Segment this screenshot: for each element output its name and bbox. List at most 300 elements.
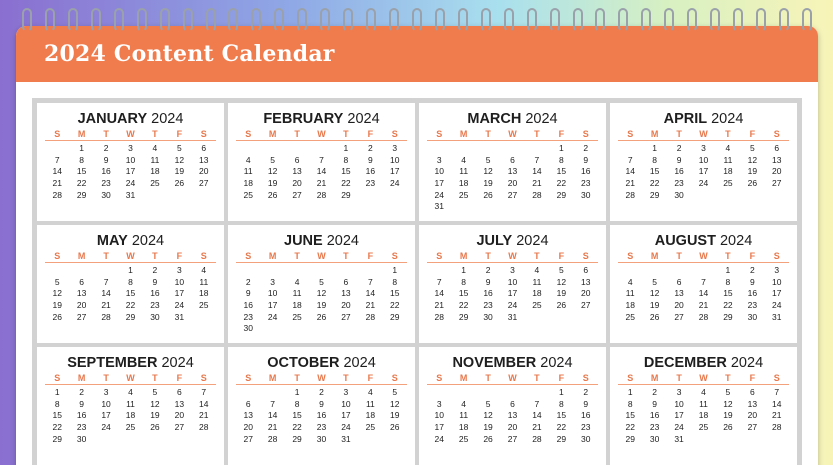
- weekday-label: M: [459, 373, 468, 383]
- empty-cell: [476, 387, 500, 399]
- date-cell: 25: [199, 300, 209, 311]
- date-grid: [427, 265, 598, 323]
- date-cell: 5: [319, 276, 324, 287]
- weekday-label: S: [391, 251, 398, 261]
- date-cell: 16: [581, 410, 591, 421]
- month-year: 2024: [147, 111, 184, 127]
- date-cell: 8: [128, 276, 133, 287]
- date-cell: 13: [243, 410, 253, 421]
- weekday-label: T: [103, 373, 109, 383]
- date-cell: 12: [390, 398, 400, 409]
- date-cell: 9: [583, 154, 589, 165]
- date-cell: 4: [461, 154, 466, 165]
- spiral-ring: [297, 8, 307, 32]
- spiral-ring: [183, 8, 193, 32]
- date-cell: 28: [434, 311, 444, 322]
- date-cell: 7: [627, 154, 633, 165]
- date-cell: 21: [365, 300, 376, 311]
- empty-cell: [451, 387, 475, 399]
- month-title: [45, 231, 216, 251]
- date-cell: 16: [581, 166, 591, 177]
- spiral-ring: [343, 8, 353, 32]
- spiral-ring: [595, 8, 605, 32]
- month-december: [610, 347, 797, 465]
- date-cell: 15: [649, 166, 660, 177]
- weekday-header: [236, 129, 407, 141]
- date-cell: 9: [676, 154, 682, 165]
- date-cell: 2: [749, 265, 755, 275]
- date-cell: 17: [174, 288, 185, 299]
- date-cell: 10: [125, 154, 136, 165]
- date-cell: 11: [532, 276, 542, 287]
- date-cell: 15: [625, 410, 635, 421]
- date-cell: 20: [507, 422, 518, 433]
- month-name: JULY: [476, 233, 513, 249]
- empty-cell: [525, 387, 549, 399]
- weekday-label: S: [200, 251, 207, 261]
- date-cell: 19: [267, 178, 278, 189]
- weekday-label: T: [343, 129, 349, 139]
- empty-cell: [260, 265, 284, 277]
- date-cell: 21: [199, 410, 209, 421]
- date-cell: 13: [341, 288, 351, 299]
- date-cell: 6: [749, 387, 755, 397]
- date-cell: 1: [725, 265, 731, 275]
- weekday-label: T: [676, 129, 682, 139]
- month-january: [37, 103, 224, 221]
- date-cell: 8: [558, 398, 564, 409]
- date-cell: 30: [649, 433, 660, 444]
- date-cell: 1: [294, 387, 300, 397]
- weekday-label: S: [773, 251, 780, 261]
- date-cell: 30: [101, 189, 111, 200]
- date-cell: 23: [76, 422, 87, 433]
- weekday-label: T: [534, 373, 540, 383]
- date-cell: 24: [434, 189, 444, 200]
- date-cell: 2: [152, 265, 158, 275]
- date-cell: 16: [365, 166, 376, 177]
- date-cell: 10: [390, 154, 400, 165]
- weekday-label: T: [152, 251, 158, 261]
- date-cell: 14: [532, 410, 542, 421]
- date-cell: 9: [152, 276, 158, 287]
- month-name: AUGUST: [654, 233, 716, 249]
- date-cell: 6: [176, 387, 182, 397]
- weekday-label: S: [582, 251, 589, 261]
- date-cell: 7: [270, 398, 275, 409]
- empty-cell: [236, 265, 260, 277]
- date-cell: 6: [583, 265, 589, 275]
- date-cell: 11: [459, 166, 469, 177]
- date-cell: 15: [292, 410, 302, 421]
- empty-cell: [427, 387, 451, 399]
- date-grid: [45, 387, 216, 445]
- spiral-ring: [527, 8, 537, 32]
- weekday-label: S: [391, 373, 398, 383]
- weekday-label: T: [294, 129, 300, 139]
- weekday-label: F: [367, 373, 374, 383]
- spiral-ring: [573, 8, 583, 32]
- date-cell: 28: [365, 311, 376, 322]
- date-cell: 4: [701, 387, 706, 397]
- date-cell: 1: [627, 387, 633, 397]
- date-cell: 15: [556, 410, 567, 421]
- weekday-header: [618, 251, 789, 263]
- empty-cell: [45, 265, 69, 277]
- date-cell: 12: [267, 166, 278, 177]
- spiral-ring: [274, 8, 284, 32]
- date-cell: 29: [292, 433, 302, 444]
- date-cell: 26: [150, 422, 160, 433]
- month-name: SEPTEMBER: [67, 355, 158, 371]
- empty-cell: [525, 143, 549, 155]
- date-cell: 1: [558, 387, 564, 397]
- weekday-label: T: [725, 129, 731, 139]
- empty-cell: [334, 265, 358, 277]
- date-cell: 3: [343, 387, 349, 397]
- weekday-header: [618, 373, 789, 385]
- date-cell: 8: [343, 154, 349, 165]
- date-cell: 9: [245, 288, 251, 299]
- date-cell: 23: [649, 422, 660, 433]
- spiral-ring: [91, 8, 101, 32]
- weekday-header: [427, 373, 598, 385]
- date-cell: 17: [125, 166, 136, 177]
- month-march: [419, 103, 606, 221]
- date-cell: 14: [52, 166, 62, 177]
- date-cell: 27: [674, 311, 684, 322]
- date-cell: 3: [774, 265, 780, 275]
- date-cell: 16: [483, 288, 493, 299]
- weekday-label: W: [699, 251, 708, 261]
- date-cell: 8: [294, 398, 300, 409]
- date-cell: 5: [270, 154, 275, 165]
- date-cell: 30: [581, 433, 591, 444]
- date-cell: 13: [199, 154, 209, 165]
- weekday-label: T: [152, 373, 158, 383]
- date-cell: 14: [434, 288, 444, 299]
- date-cell: 20: [674, 300, 684, 311]
- date-cell: 9: [583, 398, 589, 409]
- date-grid: [45, 143, 216, 201]
- weekday-label: S: [54, 129, 61, 139]
- date-cell: 23: [674, 178, 684, 189]
- date-cell: 28: [101, 311, 111, 322]
- weekday-label: W: [126, 251, 135, 261]
- date-cell: 22: [341, 178, 351, 189]
- date-cell: 19: [150, 410, 160, 421]
- date-cell: 26: [747, 178, 758, 189]
- weekday-label: M: [268, 251, 277, 261]
- empty-cell: [427, 265, 451, 277]
- date-cell: 5: [725, 387, 731, 397]
- weekday-label: S: [436, 251, 443, 261]
- date-cell: 8: [54, 398, 60, 409]
- weekday-label: W: [126, 373, 135, 383]
- weekday-label: T: [676, 251, 682, 261]
- date-cell: 27: [174, 422, 185, 433]
- date-cell: 29: [723, 311, 733, 322]
- date-cell: 20: [507, 178, 518, 189]
- date-cell: 24: [101, 422, 111, 433]
- weekday-label: W: [317, 373, 326, 383]
- date-cell: 23: [150, 300, 160, 311]
- date-cell: 18: [458, 422, 469, 433]
- month-title: [45, 353, 216, 373]
- date-cell: 17: [267, 300, 278, 311]
- date-cell: 25: [458, 433, 469, 444]
- month-name: MAY: [96, 233, 128, 249]
- date-cell: 22: [292, 422, 302, 433]
- date-cell: 30: [243, 323, 253, 334]
- date-cell: 23: [316, 422, 327, 433]
- date-cell: 3: [392, 143, 398, 153]
- weekday-label: S: [245, 129, 252, 139]
- date-cell: 16: [674, 166, 684, 177]
- date-cell: 10: [101, 398, 111, 409]
- date-cell: 17: [341, 410, 351, 421]
- date-cell: 11: [723, 154, 733, 165]
- date-cell: 7: [201, 387, 207, 397]
- weekday-label: S: [54, 251, 61, 261]
- date-cell: 9: [749, 276, 755, 287]
- date-cell: 4: [725, 143, 731, 153]
- date-grid: [618, 387, 789, 445]
- date-cell: 11: [126, 398, 135, 409]
- date-cell: 26: [174, 178, 185, 189]
- date-cell: 24: [507, 300, 518, 311]
- spiral-ring: [687, 8, 697, 32]
- weekday-label: S: [582, 373, 589, 383]
- date-cell: 18: [243, 178, 253, 189]
- date-cell: 15: [390, 288, 400, 299]
- weekday-label: S: [627, 373, 634, 383]
- weekday-label: M: [459, 129, 468, 139]
- date-cell: 5: [749, 143, 755, 153]
- weekday-label: M: [77, 129, 86, 139]
- date-cell: 21: [101, 300, 111, 311]
- month-title: [427, 353, 598, 373]
- date-cell: 2: [485, 265, 491, 275]
- date-cell: 20: [243, 422, 253, 433]
- date-cell: 28: [267, 433, 278, 444]
- date-cell: 29: [625, 433, 635, 444]
- date-cell: 3: [103, 387, 109, 397]
- date-cell: 12: [483, 166, 493, 177]
- date-cell: 5: [652, 276, 657, 287]
- date-cell: 27: [243, 433, 253, 444]
- date-cell: 17: [698, 166, 709, 177]
- month-title: [236, 231, 407, 251]
- date-cell: 3: [676, 387, 682, 397]
- weekday-label: M: [77, 373, 86, 383]
- spiral-ring: [504, 8, 514, 32]
- date-cell: 30: [483, 311, 493, 322]
- date-cell: 14: [267, 410, 278, 421]
- date-grid: [618, 143, 789, 201]
- weekday-header: [45, 373, 216, 385]
- date-cell: 7: [319, 154, 324, 165]
- date-cell: 26: [556, 300, 567, 311]
- date-cell: 9: [103, 154, 109, 165]
- spiral-ring: [733, 8, 743, 32]
- date-cell: 13: [292, 166, 302, 177]
- date-cell: 16: [243, 300, 253, 311]
- empty-cell: [69, 265, 93, 277]
- date-cell: 26: [390, 422, 400, 433]
- date-cell: 21: [434, 300, 444, 311]
- date-cell: 24: [341, 422, 351, 433]
- weekday-label: T: [343, 251, 349, 261]
- date-cell: 11: [699, 398, 708, 409]
- date-cell: 22: [723, 300, 733, 311]
- empty-cell: [642, 265, 666, 277]
- month-title: [236, 353, 407, 373]
- empty-cell: [667, 265, 691, 277]
- date-cell: 7: [534, 398, 540, 409]
- date-cell: 2: [583, 387, 589, 397]
- date-cell: 18: [125, 410, 136, 421]
- empty-cell: [45, 143, 69, 155]
- month-april: [610, 103, 797, 221]
- date-cell: 2: [676, 143, 682, 153]
- month-july: [419, 225, 606, 343]
- date-cell: 18: [199, 288, 209, 299]
- date-cell: 12: [483, 410, 493, 421]
- spiral-ring: [756, 8, 766, 32]
- date-cell: 20: [747, 410, 758, 421]
- date-cell: 9: [652, 398, 657, 409]
- date-cell: 26: [483, 433, 493, 444]
- date-cell: 21: [772, 410, 782, 421]
- month-name: NOVEMBER: [452, 355, 537, 371]
- date-cell: 16: [101, 166, 111, 177]
- date-cell: 16: [150, 288, 160, 299]
- date-cell: 3: [270, 276, 275, 287]
- weekday-label: W: [508, 251, 517, 261]
- spiral-ring: [320, 8, 330, 32]
- date-cell: 25: [458, 189, 469, 200]
- date-cell: 31: [341, 433, 351, 444]
- date-cell: 19: [390, 410, 400, 421]
- weekday-label: F: [176, 129, 183, 139]
- date-cell: 7: [436, 276, 442, 287]
- date-cell: 23: [483, 300, 493, 311]
- date-cell: 29: [556, 189, 567, 200]
- date-cell: 11: [150, 154, 160, 165]
- weekday-label: M: [459, 251, 468, 261]
- date-cell: 10: [174, 276, 185, 287]
- date-cell: 22: [625, 422, 635, 433]
- date-cell: 14: [772, 398, 782, 409]
- date-cell: 22: [556, 422, 567, 433]
- date-cell: 2: [79, 387, 84, 397]
- date-cell: 8: [79, 154, 84, 165]
- date-cell: 27: [341, 311, 351, 322]
- date-grid: [45, 265, 216, 323]
- weekday-label: M: [650, 373, 659, 383]
- date-cell: 12: [52, 288, 62, 299]
- date-cell: 6: [201, 143, 207, 153]
- date-cell: 14: [101, 288, 111, 299]
- date-cell: 13: [507, 166, 518, 177]
- date-cell: 4: [152, 143, 158, 153]
- empty-cell: [618, 265, 642, 277]
- date-cell: 25: [243, 189, 253, 200]
- date-cell: 17: [101, 410, 111, 421]
- date-cell: 16: [76, 410, 87, 421]
- date-cell: 26: [723, 422, 733, 433]
- date-cell: 19: [649, 300, 660, 311]
- date-cell: 14: [532, 166, 542, 177]
- weekday-header: [45, 251, 216, 263]
- empty-cell: [260, 143, 284, 155]
- date-cell: 29: [556, 433, 567, 444]
- date-cell: 25: [698, 422, 709, 433]
- date-cell: 11: [365, 398, 375, 409]
- weekday-label: S: [773, 129, 780, 139]
- date-cell: 20: [581, 288, 591, 299]
- date-cell: 25: [532, 300, 542, 311]
- months-grid: [32, 98, 802, 465]
- date-cell: 31: [772, 311, 782, 322]
- date-cell: 6: [343, 276, 349, 287]
- date-cell: 17: [674, 410, 684, 421]
- date-cell: 20: [341, 300, 351, 311]
- date-cell: 30: [76, 433, 87, 444]
- date-cell: 9: [485, 276, 491, 287]
- date-cell: 12: [649, 288, 660, 299]
- weekday-label: S: [245, 251, 252, 261]
- date-cell: 15: [52, 410, 62, 421]
- date-cell: 2: [103, 143, 109, 153]
- date-cell: 2: [367, 143, 373, 153]
- date-cell: 23: [581, 178, 591, 189]
- date-cell: 2: [652, 387, 657, 397]
- weekday-label: F: [749, 129, 756, 139]
- date-cell: 6: [79, 276, 84, 287]
- date-cell: 3: [176, 265, 182, 275]
- date-cell: 6: [245, 398, 251, 409]
- month-title: [618, 109, 789, 129]
- date-cell: 21: [698, 300, 709, 311]
- date-cell: 20: [76, 300, 87, 311]
- month-year: 2024: [343, 111, 380, 127]
- date-cell: 26: [649, 311, 660, 322]
- date-cell: 12: [150, 398, 160, 409]
- date-cell: 18: [150, 166, 160, 177]
- date-cell: 28: [199, 422, 209, 433]
- date-cell: 16: [316, 410, 327, 421]
- spiral-ring: [481, 8, 491, 32]
- date-cell: 10: [772, 276, 782, 287]
- date-cell: 4: [294, 276, 300, 287]
- date-cell: 1: [461, 265, 466, 275]
- date-cell: 24: [174, 300, 185, 311]
- spiral-ring: [45, 8, 55, 32]
- date-cell: 4: [201, 265, 207, 275]
- month-title: [236, 109, 407, 129]
- weekday-label: S: [436, 373, 443, 383]
- spiral-ring: [389, 8, 399, 32]
- date-cell: 4: [245, 154, 251, 165]
- spiral-binding: [22, 8, 812, 38]
- date-cell: 20: [174, 410, 185, 421]
- weekday-header: [45, 129, 216, 141]
- date-cell: 4: [627, 276, 633, 287]
- weekday-label: W: [508, 373, 517, 383]
- date-cell: 12: [174, 154, 185, 165]
